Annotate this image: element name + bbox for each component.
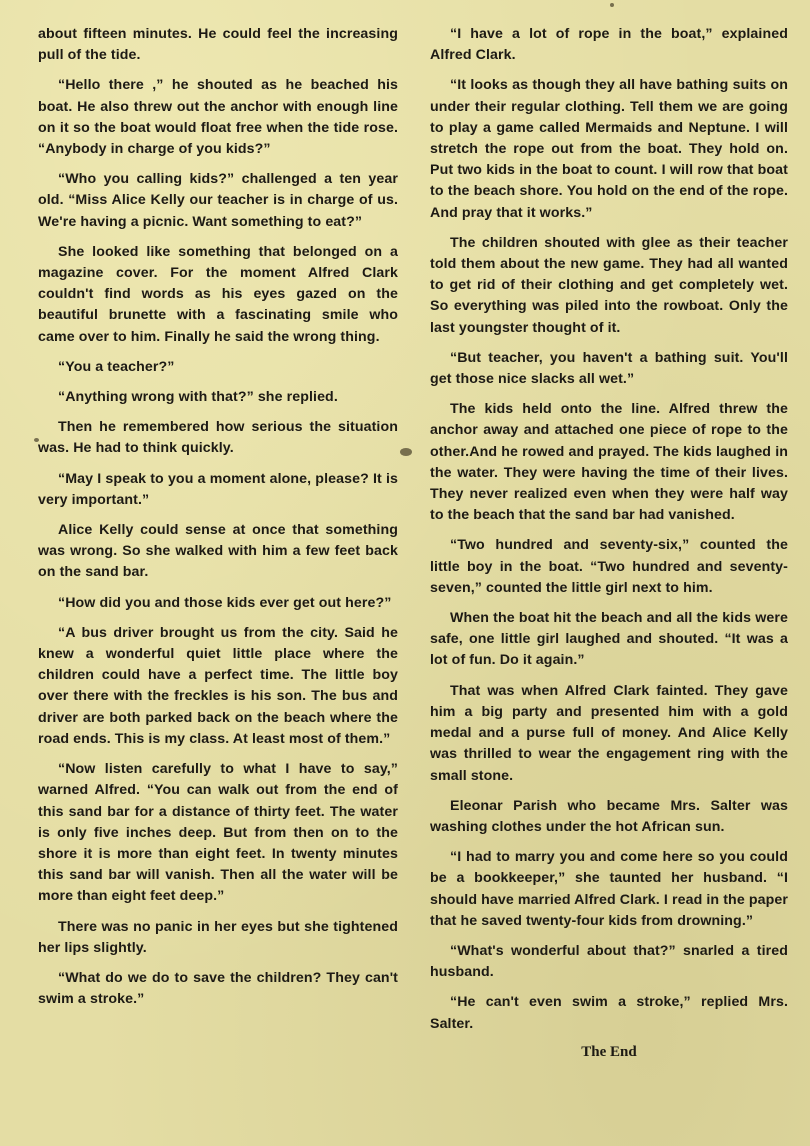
left-column (38, 24, 398, 1019)
paragraph: That was when Alfred Clark fainted. They gave him a big party and presented him with a gold medal and a purse full of money. And Alice Kelly was thrilled to wear the engagement ring with the small stone. (430, 682, 788, 784)
paragraph: “What's wonderful about that?” snarled a tired husband. (430, 942, 788, 981)
paragraph: Alice Kelly could sense at once that something was wrong. So she walked with him a few feet back on the sand bar. (38, 522, 398, 581)
paragraph: “May I speak to you a moment alone, please? It is very important.” (38, 470, 398, 508)
paragraph: “He can't even swim a stroke,” replied Mrs. Salter. (430, 994, 788, 1032)
paragraph: When the boat hit the beach and all the kids were safe, one little girl laughed and shouted. “It was a lot of fun. Do it again.” (430, 610, 788, 669)
paragraph: “Two hundred and seventy-six,” counted the little boy in the boat. “Two hundred and seventy-seven,” counted the little girl next to him. (430, 537, 788, 596)
paragraph: Then he remembered how serious the situation was. He had to think quickly. (38, 419, 398, 457)
paragraph: “It looks as though they all have bathing suits on under their regular clothing. Tell them we are going to play a game called Mermaids and Neptune. I will stretch the rope out from the boat. They hold on. Put two kids in the boat to count. I will row that boat to the beach shore. You hold on the end of the rope. And pray that it works.” (430, 77, 788, 221)
paragraph: “A bus driver brought us from the city. Said he knew a wonderful quiet little place where the children could have a perfect time. The little boy over there with the freckles is his son. The bus and driver are both parked back on the beach where the road ends. This is my class. At least most of them.” (38, 624, 398, 747)
paragraph: Eleonar Parish who became Mrs. Salter was washing clothes under the hot African sun. (430, 797, 788, 835)
paragraph: “I have a lot of rope in the boat,” explained Alfred Clark. (430, 26, 788, 64)
right-column (430, 24, 788, 1061)
paragraph: about fifteen minutes. He could feel the increasing pull of the tide. (38, 26, 398, 64)
paragraph: “How did you and those kids ever get out here?” (58, 594, 392, 611)
paragraph: She looked like something that belonged on a magazine cover. For the moment Alfred Clark couldn't find words as his eyes gazed on the beautiful brunette with a fascinating smile who came over to him. Finally he said the wrong thing. (38, 243, 398, 345)
paragraph: “Hello there ,” he shouted as he beached his boat. He also threw out the anchor with enough line on it so the boat would float free when the tide rose. “Anybody in charge of you kids?” (38, 77, 398, 158)
paragraph: “Now listen carefully to what I have to say,” warned Alfred. “You can walk out from the end of this sand bar for a distance of thirty feet. The water is only five inches deep. But from then on to the shore it is more than eight feet. In twenty minutes this sand bar will vanish. Then all the water will be more than eight feet deep.” (38, 761, 398, 905)
the-end-label: The End (581, 1043, 637, 1060)
ink-smudge (610, 3, 614, 7)
paragraph: There was no panic in her eyes but she tightened her lips slightly. (38, 918, 398, 956)
ink-smudge (400, 448, 412, 456)
paragraph: “What do we do to save the children? They can't swim a stroke.” (38, 969, 398, 1008)
paragraph: The kids held onto the line. Alfred threw the anchor away and attached one piece of rope to the other.And he rowed and prayed. The kids laughed in the water. They were having the time of their lives. They never realized even when they were half way to the beach that the sand bar had vanished. (430, 401, 788, 524)
paragraph: “I had to marry you and come here so you could be a bookkeeper,” she taunted her husband. “I should have married Alfred Clark. I read in the paper that he saved twenty-four kids from drowning.” (430, 849, 788, 929)
paragraph: “You a teacher?” (58, 358, 175, 375)
paragraph: “But teacher, you haven't a bathing suit. You'll get those nice slacks all wet.” (430, 349, 788, 388)
ink-smudge (34, 438, 39, 442)
paragraph: “Who you calling kids?” challenged a ten year old. “Miss Alice Kelly our teacher is in charge of us. We're having a picnic. Want something to eat?” (38, 171, 398, 230)
paragraph: “Anything wrong with that?” she replied. (58, 389, 338, 406)
paragraph: The children shouted with glee as their teacher told them about the new game. They had all wanted to get rid of their clothing and get completely wet. So everything was piled into the rowboat. Only the last youngster thought of it. (430, 234, 788, 336)
